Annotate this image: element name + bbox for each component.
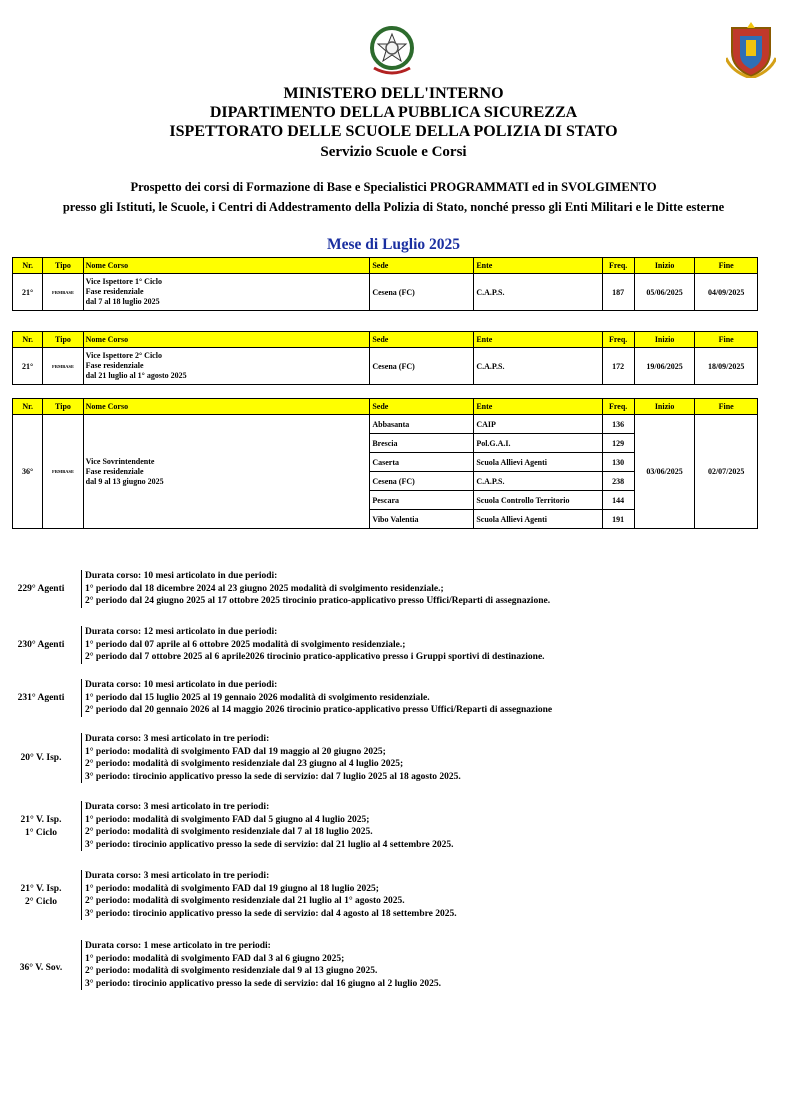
- col-nr: Nr.: [13, 399, 43, 415]
- description-line: 3° periodo: tirocinio applicativo presso la sede di servizio: dal 16 giugno al 2 luglio 2025.: [85, 978, 442, 989]
- col-tipo: Tipo: [43, 332, 83, 348]
- course-name-line: Vice Ispettore 2° Ciclo: [85, 351, 162, 360]
- cell-tipo: FRMBASE: [43, 274, 83, 311]
- cell-freq: 130: [602, 453, 634, 472]
- description-line: 1° periodo: modalità di svolgimento FAD dal 19 maggio al 20 giugno 2025;: [85, 746, 386, 757]
- description-label: 20° V. Isp.: [20, 753, 62, 763]
- description-line: Durata corso: 10 mesi articolato in due periodi:: [85, 680, 278, 690]
- course-dates-line: dal 7 al 18 luglio 2025: [85, 297, 160, 306]
- col-fine: Fine: [695, 332, 758, 348]
- col-nome: Nome Corso: [83, 332, 370, 348]
- description-line: 3° periodo: tirocinio applicativo presso la sede di servizio: dal 21 luglio al 4 settembre 2025.: [85, 839, 454, 850]
- col-sede: Sede: [370, 399, 474, 415]
- cell-ente: CAIP: [474, 415, 602, 434]
- cell-sede: Caserta: [370, 453, 474, 472]
- description-line: 3° periodo: tirocinio applicativo presso la sede di servizio: dal 7 luglio 2025 al 18 agosto 2025.: [85, 771, 461, 782]
- cell-freq: 136: [602, 415, 634, 434]
- cell-sede: Brescia: [370, 434, 474, 453]
- service-title: Servizio Scuole e Corsi: [320, 144, 467, 160]
- course-dates-line: dal 21 luglio al 1° agosto 2025: [85, 371, 187, 380]
- col-ente: Ente: [474, 258, 602, 274]
- col-fine: Fine: [695, 258, 758, 274]
- cell-ente: Scuola Controllo Territorio: [474, 491, 602, 510]
- cell-sede: Vibo Valentia: [370, 510, 474, 529]
- table-row: [13, 274, 758, 311]
- description-line: Durata corso: 3 mesi articolato in tre periodi:: [85, 802, 270, 812]
- inspectorate-title: ISPETTORATO DELLE SCUOLE DELLA POLIZIA DI STATO: [169, 123, 618, 140]
- month-title: Mese di Luglio 2025: [326, 236, 461, 253]
- cell-inizio: 19/06/2025: [634, 348, 695, 385]
- cell-freq: 191: [602, 510, 634, 529]
- cell-freq: 144: [602, 491, 634, 510]
- description-label: [8, 814, 74, 840]
- cell-sede: Cesena (FC): [370, 472, 474, 491]
- cell-nome: [83, 348, 370, 385]
- description-line: 1° periodo dal 18 dicembre 2024 al 23 giugno 2025 modalità di svolgimento residenziale.;: [85, 583, 444, 594]
- col-freq: Freq.: [602, 399, 634, 415]
- course-name-line: Vice Ispettore 1° Ciclo: [85, 277, 162, 286]
- cell-sede: Cesena (FC): [370, 348, 474, 385]
- col-nome: Nome Corso: [83, 399, 370, 415]
- cell-ente: Scuola Allievi Agenti: [474, 453, 602, 472]
- col-nr: Nr.: [13, 258, 43, 274]
- cell-freq: 172: [602, 348, 634, 385]
- cell-inizio: 03/06/2025: [634, 415, 695, 529]
- description-line: 2° periodo: modalità di svolgimento residenziale dal 7 al 18 luglio 2025.: [85, 827, 373, 837]
- cell-tipo: FRMBASE: [43, 415, 83, 529]
- description-body: [81, 733, 461, 783]
- document-subtitle-2: presso gli Istituti, le Scuole, i Centri di Addestramento della Polizia di Stato, nonché presso gli Enti Militari e le Ditte esterne: [62, 200, 725, 214]
- cell-nome: [83, 415, 370, 529]
- italian-republic-emblem: [368, 24, 416, 80]
- description-line: Durata corso: 12 mesi articolato in due periodi:: [85, 627, 278, 637]
- col-inizio: Inizio: [634, 399, 695, 415]
- description-line: 2° periodo dal 24 giugno 2025 al 17 ottobre 2025 tirocinio pratico-applicativo presso Uffici/Reparti di assegnazione.: [85, 596, 551, 606]
- description-line: 1° periodo: modalità di svolgimento FAD dal 19 giugno al 18 luglio 2025;: [85, 883, 379, 894]
- description-label-line2: 1° Ciclo: [24, 828, 58, 838]
- description-body: [81, 679, 552, 717]
- col-inizio: Inizio: [634, 332, 695, 348]
- table-header-row: [13, 399, 758, 415]
- col-nome: Nome Corso: [83, 258, 370, 274]
- cell-ente: C.A.P.S.: [474, 348, 602, 385]
- cell-freq: 187: [602, 274, 634, 311]
- col-tipo: Tipo: [43, 399, 83, 415]
- course-phase-line: Fase residenziale: [85, 287, 144, 296]
- description-body: [81, 570, 550, 608]
- course-dates-line: dal 9 al 13 giugno 2025: [85, 476, 164, 486]
- description-body: [81, 940, 441, 990]
- cell-sede: Abbasanta: [370, 415, 474, 434]
- cell-nr: 21°: [13, 348, 43, 385]
- course-table-1: [12, 257, 758, 311]
- col-tipo: Tipo: [43, 258, 83, 274]
- cell-tipo: FRMBASE: [43, 348, 83, 385]
- cell-nr: 36°: [13, 415, 43, 529]
- description-body: [81, 801, 453, 851]
- description-line: 3° periodo: tirocinio applicativo presso la sede di servizio: dal 4 agosto al 18 settembre 2025.: [85, 908, 457, 919]
- description-line: Durata corso: 1 mese articolato in tre periodi:: [85, 941, 271, 951]
- course-phase-line: Fase residenziale: [85, 361, 144, 370]
- polizia-crest-icon: [726, 22, 776, 78]
- cell-ente: Scuola Allievi Agenti: [474, 510, 602, 529]
- description-line: Durata corso: 3 mesi articolato in tre periodi:: [85, 871, 270, 881]
- cell-sede: Pescara: [370, 491, 474, 510]
- document-subtitle-1: Prospetto dei corsi di Formazione di Base e Specialistici PROGRAMMATI ed in SVOLGIMENTO: [130, 180, 657, 194]
- description-label: 230° Agenti: [17, 640, 65, 650]
- cell-ente: Pol.G.A.I.: [474, 434, 602, 453]
- description-label: 36° V. Sov.: [19, 963, 63, 973]
- description-body: [81, 626, 545, 664]
- col-ente: Ente: [474, 399, 602, 415]
- table-row: [13, 348, 758, 385]
- col-fine: Fine: [695, 399, 758, 415]
- description-line: Durata corso: 3 mesi articolato in tre periodi:: [85, 734, 270, 744]
- col-freq: Freq.: [602, 258, 634, 274]
- cell-sede: Cesena (FC): [370, 274, 474, 311]
- course-table-3: [12, 398, 758, 529]
- description-label: [8, 883, 74, 909]
- description-label: 231° Agenti: [17, 693, 65, 703]
- cell-nome: [83, 274, 370, 311]
- description-label-line2: 2° Ciclo: [24, 897, 58, 907]
- cell-inizio: 05/06/2025: [634, 274, 695, 311]
- description-line: 1° periodo dal 15 luglio 2025 al 19 gennaio 2026 modalità di svolgimento residenziale.: [85, 692, 430, 703]
- cell-fine: 04/09/2025: [695, 274, 758, 311]
- col-sede: Sede: [370, 258, 474, 274]
- description-line: 1° periodo: modalità di svolgimento FAD dal 3 al 6 giugno 2025;: [85, 953, 345, 964]
- course-table-2: [12, 331, 758, 385]
- description-label: 229° Agenti: [17, 584, 65, 594]
- description-line: 1° periodo dal 07 aprile al 6 ottobre 2025 modalità di svolgimento residenziale.;: [85, 639, 406, 650]
- course-phase-line: Fase residenziale: [85, 466, 144, 476]
- col-freq: Freq.: [602, 332, 634, 348]
- col-sede: Sede: [370, 332, 474, 348]
- ministry-title: MINISTERO DELL'INTERNO: [283, 85, 504, 102]
- description-line: 2° periodo: modalità di svolgimento residenziale dal 21 luglio al 1° agosto 2025.: [85, 896, 405, 906]
- col-nr: Nr.: [13, 332, 43, 348]
- description-line: 2° periodo dal 20 gennaio 2026 al 14 maggio 2026 tirocinio pratico-applicativo presso Uffici/Reparti di assegnazione: [85, 705, 553, 715]
- cell-nr: 21°: [13, 274, 43, 311]
- table-header-row: [13, 332, 758, 348]
- cell-freq: 129: [602, 434, 634, 453]
- description-label-line1: 21° V. Isp.: [20, 815, 62, 825]
- table-header-row: [13, 258, 758, 274]
- cell-fine: 18/09/2025: [695, 348, 758, 385]
- course-name-line: Vice Sovrintendente: [85, 456, 155, 466]
- description-line: 2° periodo: modalità di svolgimento residenziale dal 9 al 13 giugno 2025.: [85, 966, 378, 976]
- cell-fine: 02/07/2025: [695, 415, 758, 529]
- description-line: Durata corso: 10 mesi articolato in due periodi:: [85, 571, 278, 581]
- description-line: 1° periodo: modalità di svolgimento FAD dal 5 giugno al 4 luglio 2025;: [85, 814, 370, 825]
- cell-freq: 238: [602, 472, 634, 491]
- description-body: [81, 870, 457, 920]
- department-title: DIPARTIMENTO DELLA PUBBLICA SICUREZZA: [209, 104, 578, 121]
- col-ente: Ente: [474, 332, 602, 348]
- description-label-line1: 21° V. Isp.: [20, 884, 62, 894]
- table-row: [13, 415, 758, 434]
- col-inizio: Inizio: [634, 258, 695, 274]
- cell-ente: C.A.P.S.: [474, 472, 602, 491]
- description-line: 2° periodo dal 7 ottobre 2025 al 6 aprile2026 tirocinio pratico-applicativo presso i Gruppi sportivi di destinazione.: [85, 652, 545, 662]
- description-line: 2° periodo: modalità di svolgimento residenziale dal 23 giugno al 4 luglio 2025;: [85, 759, 404, 769]
- cell-ente: C.A.P.S.: [474, 274, 602, 311]
